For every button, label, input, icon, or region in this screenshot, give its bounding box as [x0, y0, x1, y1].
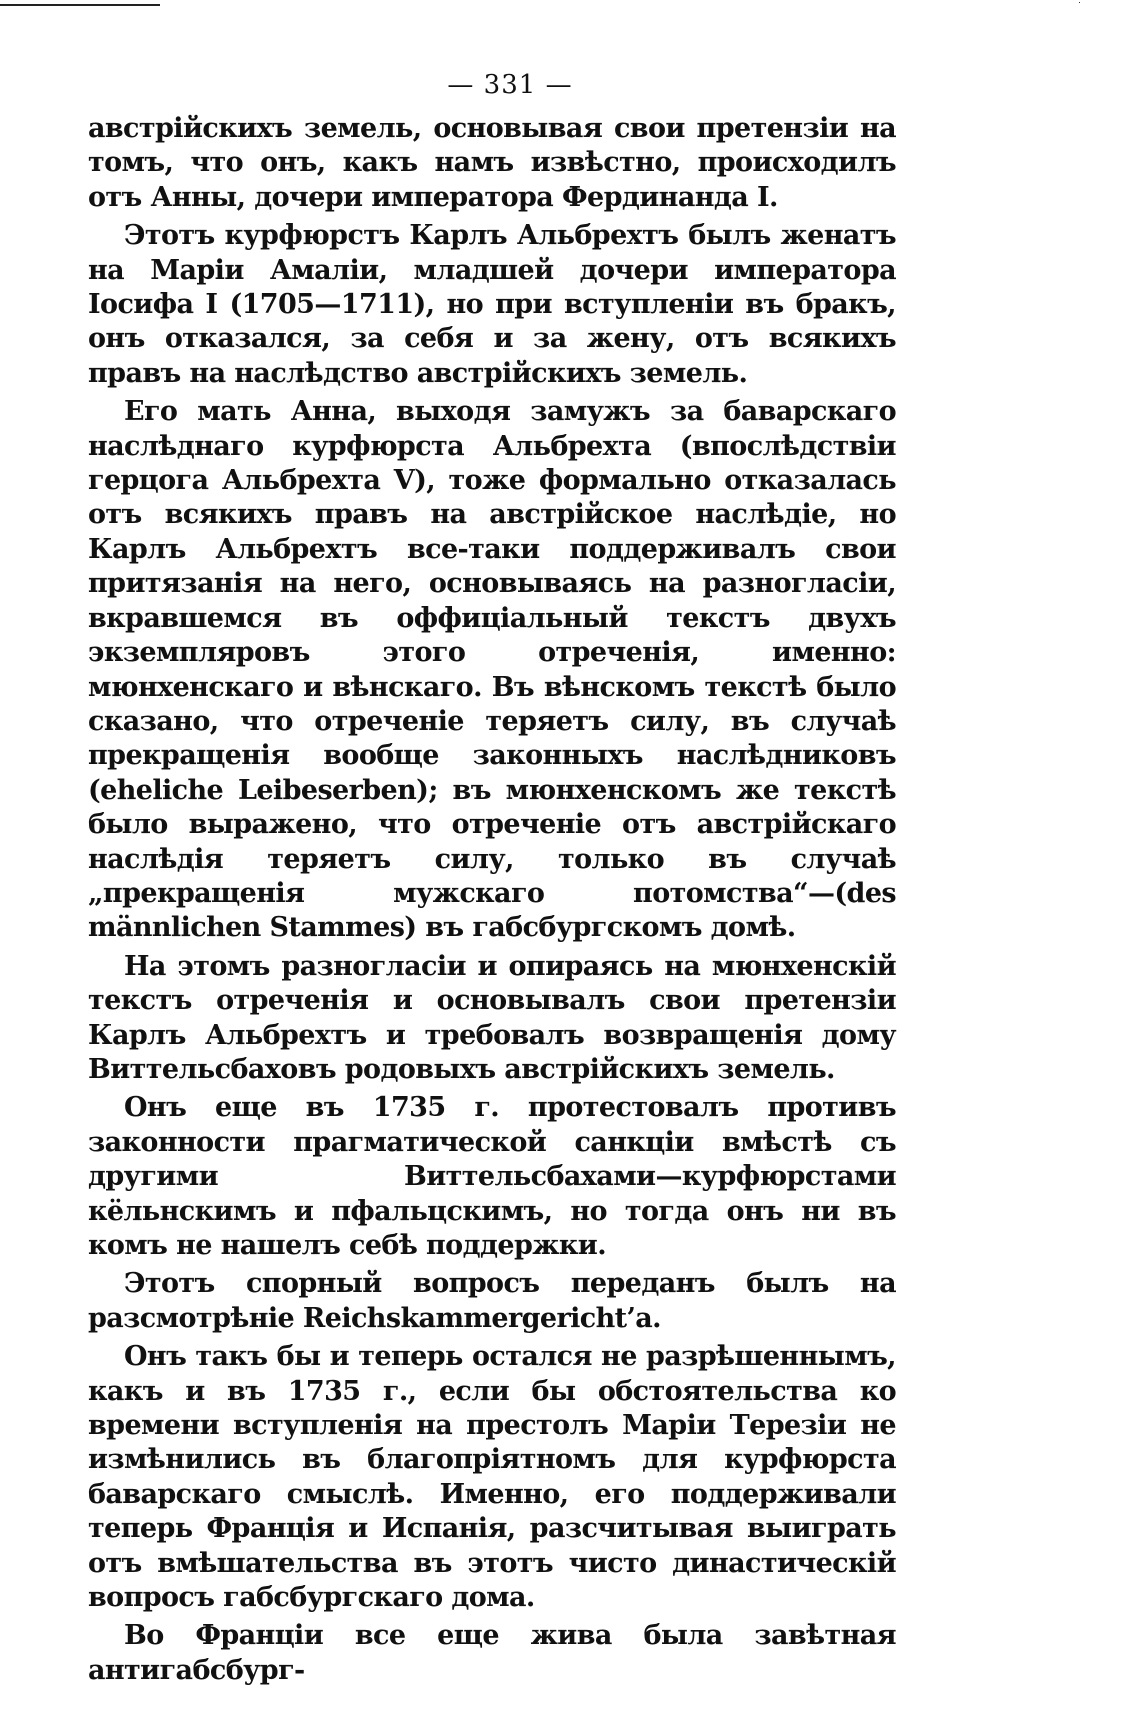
top-edge-rule [0, 4, 160, 6]
paragraph-6: Этотъ спорный вопросъ переданъ былъ на разсмотрѣніе Reichskammergericht’a. [88, 1268, 896, 1334]
paragraph-8: Во Франціи все еще жива была завѣтная антигабсбург- [88, 1620, 896, 1686]
top-edge-mark [1079, 2, 1080, 3]
paragraph-3: Его мать Анна, выходя замужъ за баварскаго наслѣднаго курфюрста Альбрехта (впослѣдствіи герцога Альбрехта V), тоже формально отказалась отъ всякихъ правъ на австрійское наслѣдіе, но Карлъ Альбрехтъ все-таки поддерживалъ свои притязанія на него, основываясь на разногласіи, вкравшемся въ оффиціальный текстъ двухъ экземпляровъ этого отреченія, именно: мюнхенскаго и вѣнскаго. Въ вѣнскомъ текстѣ было сказано, что отреченіе теряетъ силу, въ случаѣ прекращенія вообще законныхъ наслѣдниковъ (eheliche Leibeserben); въ мюнхенскомъ же текстѣ было выражено, что отреченіе отъ австрійскаго наслѣдія теряетъ силу, только въ случаѣ „прекращенія мужскаго потомства“—(des männlichen Stammes) въ габсбургскомъ домѣ. [88, 396, 896, 944]
paragraph-7: Онъ такъ бы и теперь остался не разрѣшеннымъ, какъ и въ 1735 г., если бы обстоятельства ко времени вступленія на престолъ Маріи Терезіи не измѣнились въ благопріятномъ для курфюрста баварскаго смыслѣ. Именно, его поддерживали теперь Франція и Испанія, разсчитывая выиграть отъ вмѣшательства въ этотъ чисто династическій вопросъ габсбургскаго дома. [88, 1341, 896, 1614]
paragraph-5: Онъ еще въ 1735 г. протестовалъ противъ законности прагматической санкціи вмѣстѣ съ другими Виттельсбахами—курфюрстами кёльнскимъ и пфальцскимъ, но тогда онъ ни въ комъ не нашелъ себѣ поддержки. [88, 1092, 896, 1261]
paragraph-4: На этомъ разногласіи и опираясь на мюнхенскій текстъ отреченія и основывалъ свои претензіи Карлъ Альбрехтъ и требовалъ возвращенія дому Виттельсбаховъ родовыхъ австрійскихъ земель. [88, 950, 896, 1085]
paragraph-1: австрійскихъ земель, основывая свои претензіи на томъ, что онъ, какъ намъ извѣстно, происходилъ отъ Анны, дочери императора Фердинанда I. [88, 113, 896, 213]
body-text [88, 112, 896, 1692]
paragraph-2: Этотъ курфюрстъ Карлъ Альбрехтъ былъ женатъ на Маріи Амаліи, младшей дочери императора Іосифа I (1705—1711), но при вступленіи въ бракъ, онъ отказался, за себя и за жену, отъ всякихъ правъ на наслѣдство австрійскихъ земель. [88, 220, 896, 389]
page-number: — 331 — [447, 70, 573, 100]
